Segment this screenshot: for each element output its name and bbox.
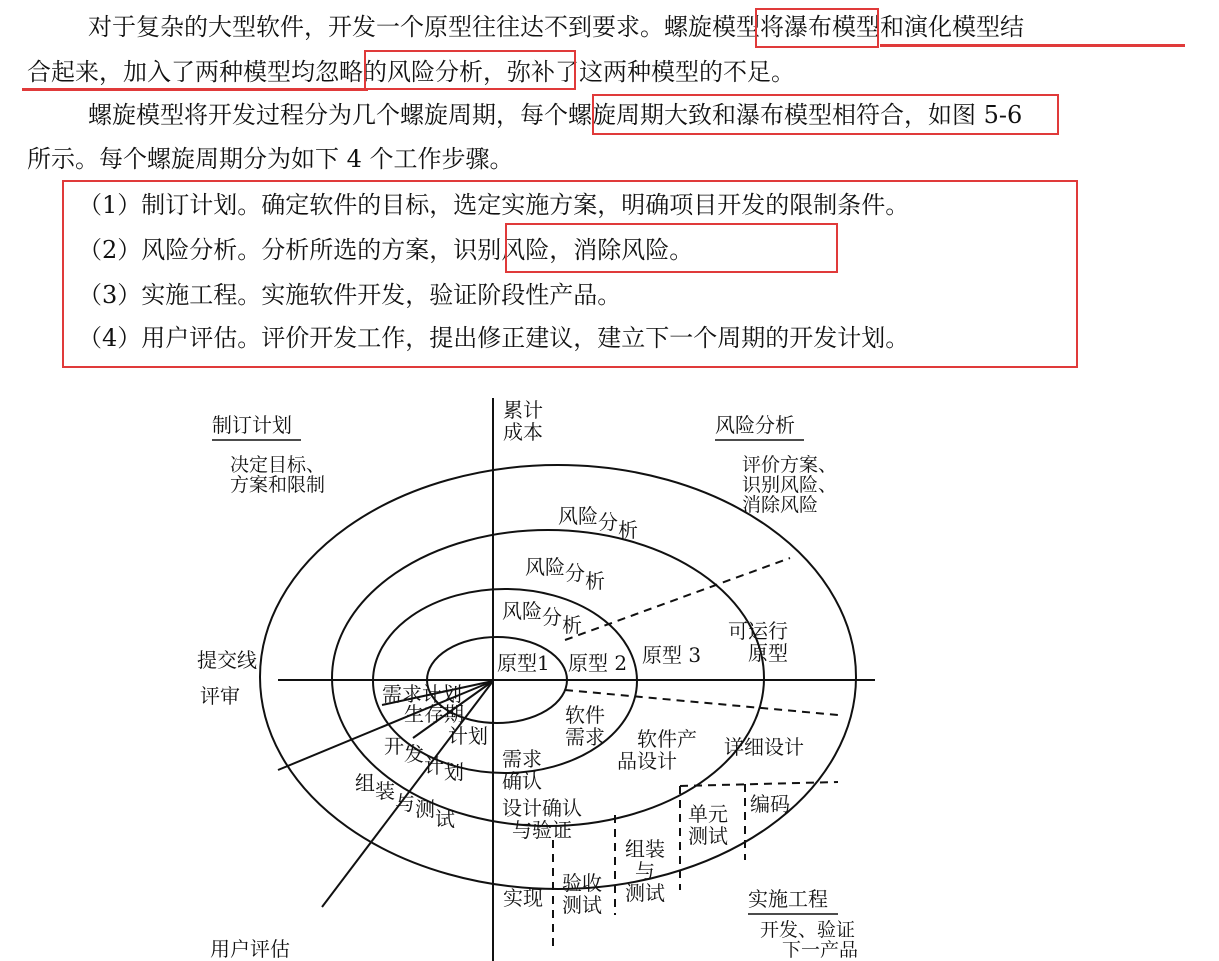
risk-analysis-middle: 风险分析 — [525, 555, 605, 593]
prototype-2: 原型 2 — [568, 651, 628, 675]
prototype-1: 原型1 — [497, 651, 550, 675]
step-4: （4）用户评估。评价开发工作，提出修正建议，建立下一个周期的开发计划。 — [78, 324, 910, 352]
prototype-3: 原型 3 — [642, 643, 702, 667]
quadrant-risk-title: 风险分析 — [715, 413, 795, 437]
quadrant-engineering-title: 实施工程 — [748, 887, 828, 911]
assembly-and-test: 组装与测试 — [355, 771, 455, 831]
paragraph-2-line-1: 螺旋模型将开发过程分为几个螺旋周期，每个螺旋周期大致和瀑布模型相符合，如图 5-6 — [88, 101, 1023, 129]
paragraph-1-line-2: 合起来，加入了两种模型均忽略的风险分析，弥补了这两种模型的不足。 — [27, 58, 795, 86]
integration-test: 组装 与 测试 — [625, 837, 665, 905]
acceptance-test: 验收 测试 — [562, 871, 602, 917]
requirements-confirm: 需求 确认 — [502, 747, 542, 793]
axis-cumulative-cost: 累计 成本 — [503, 398, 543, 444]
quadrant-user-title: 用户评估 — [210, 937, 290, 961]
step-1: （1）制订计划。确定软件的目标，选定实施方案，明确项目开发的限制条件。 — [78, 191, 910, 219]
runnable-prototype: 可运行 原型 — [728, 619, 788, 665]
detailed-design: 详细设计 — [724, 735, 804, 759]
step-3: （3）实施工程。实施软件开发，验证阶段性产品。 — [78, 281, 622, 309]
quadrant-plan-desc: 决定目标、 方案和限制 — [230, 454, 326, 496]
unit-test: 单元 测试 — [688, 802, 728, 848]
paragraph-1-line-1: 对于复杂的大型软件，开发一个原型往往达不到要求。螺旋模型将瀑布模型和演化模型结 — [88, 13, 1024, 41]
quadrant-engineering-desc: 开发、验证 下一产品 — [760, 919, 859, 961]
lifecycle-plan: 生存期 计划 — [404, 702, 488, 748]
software-product-design: 软件产 品设计 — [617, 727, 697, 773]
requirements-plan: 需求计划 — [382, 682, 462, 706]
design-confirm-verify: 设计确认 与验证 — [502, 796, 582, 842]
software-requirements: 软件 需求 — [565, 703, 605, 749]
development-plan: 开发计划 — [384, 734, 464, 784]
step-2: （2）风险分析。分析所选的方案，识别风险，消除风险。 — [78, 236, 694, 264]
coding: 编码 — [750, 792, 790, 816]
quadrant-plan-title: 制订计划 — [212, 413, 292, 437]
risk-analysis-inner: 风险分析 — [502, 599, 582, 637]
paragraph-2-line-2: 所示。每个螺旋周期分为如下 4 个工作步骤。 — [27, 145, 514, 173]
risk-analysis-outer: 风险分析 — [558, 504, 638, 542]
submit-line-label: 提交线 — [197, 648, 257, 672]
quadrant-risk-desc: 评价方案、 识别风险、 消除风险 — [742, 454, 838, 516]
review-label: 评审 — [200, 684, 240, 708]
implementation: 实现 — [503, 886, 543, 910]
